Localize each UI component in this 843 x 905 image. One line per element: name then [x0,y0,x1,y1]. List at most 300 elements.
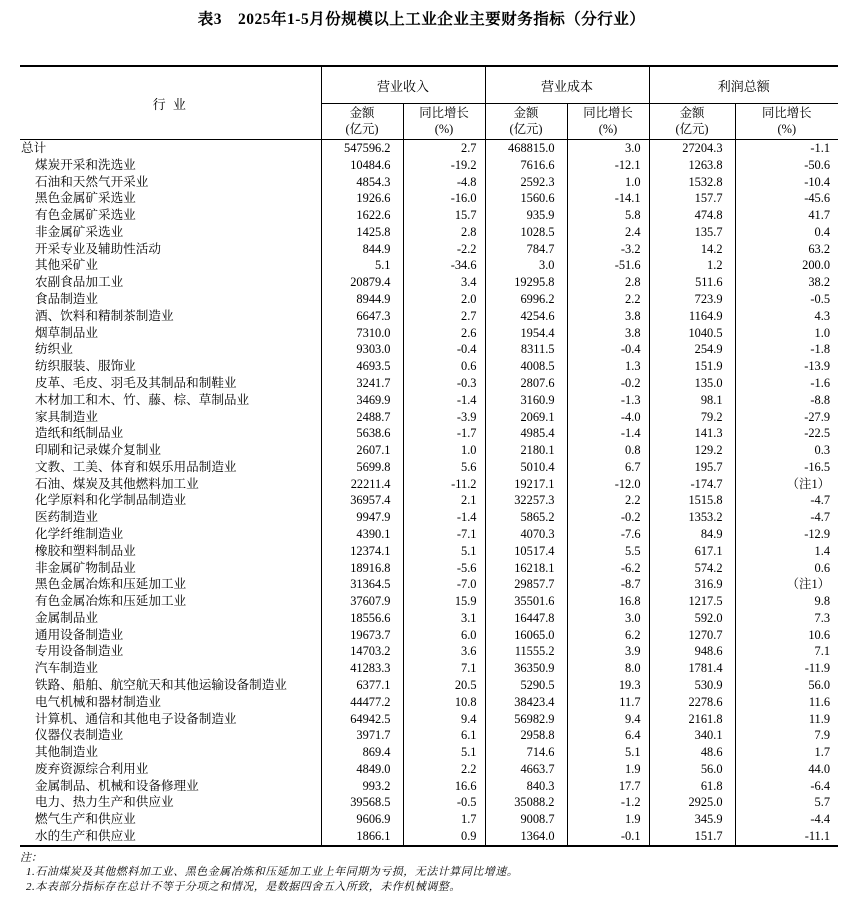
cost-growth-cell: -0.1 [567,828,649,846]
industry-name-cell: 化学原料和化学制品制造业 [35,493,187,508]
table-row [20,392,838,409]
profit-amount-cell: 530.9 [649,677,735,694]
revenue-amount-cell: 2607.1 [321,442,403,459]
profit-amount-cell: 2925.0 [649,794,735,811]
cost-growth-cell: 3.0 [567,140,649,157]
industry-name-cell: 烟草制品业 [35,325,98,340]
industry-column-header: 行 业 [20,66,321,140]
profit-amount-cell: 135.0 [649,375,735,392]
revenue-growth-cell: -1.7 [403,425,485,442]
cost-growth-cell: -0.4 [567,341,649,358]
cost-growth-cell: 6.4 [567,727,649,744]
revenue-amount-cell: 5638.6 [321,425,403,442]
cost-growth-cell: -8.7 [567,576,649,593]
revenue-growth-cell: 2.8 [403,224,485,241]
revenue-amount-cell: 9303.0 [321,341,403,358]
profit-growth-cell: 1.7 [735,744,838,761]
profit-growth-cell: -27.9 [735,409,838,426]
revenue-growth-cell: 2.0 [403,291,485,308]
revenue-growth-cell: 15.9 [403,593,485,610]
cost-growth-cell: -3.2 [567,241,649,258]
profit-amount-header [649,104,735,140]
revenue-growth-cell: -4.8 [403,174,485,191]
table-row [20,358,838,375]
table-row [20,744,838,761]
cost-growth-cell: -1.4 [567,425,649,442]
header-group-row [20,66,838,104]
cost-amount-cell: 5010.4 [485,459,567,476]
profit-growth-cell: 0.4 [735,224,838,241]
cost-growth-header [567,104,649,140]
growth-label: 同比增长 [762,106,812,120]
cost-growth-cell: 0.8 [567,442,649,459]
industry-name-cell: 开采专业及辅助性活动 [35,241,161,256]
profit-amount-cell: 1.2 [649,257,735,274]
revenue-amount-cell: 18556.6 [321,610,403,627]
cost-amount-cell: 2592.3 [485,174,567,191]
profit-amount-cell: 141.3 [649,425,735,442]
cost-amount-cell: 11555.2 [485,643,567,660]
revenue-growth-cell: 5.6 [403,459,485,476]
revenue-amount-cell: 3971.7 [321,727,403,744]
cost-amount-cell: 16065.0 [485,627,567,644]
cost-amount-cell: 36350.9 [485,660,567,677]
cost-amount-cell: 3160.9 [485,392,567,409]
profit-amount-cell: 129.2 [649,442,735,459]
revenue-amount-cell: 12374.1 [321,543,403,560]
table-row [20,174,838,191]
cost-amount-cell: 1560.6 [485,190,567,207]
revenue-growth-cell: 6.0 [403,627,485,644]
cost-growth-cell: -51.6 [567,257,649,274]
revenue-growth-cell: 0.6 [403,358,485,375]
table-wrapper [20,65,843,847]
table-row [20,325,838,342]
profit-growth-cell: 9.8 [735,593,838,610]
table-row [20,425,838,442]
table-row [20,811,838,828]
cost-amount-cell: 9008.7 [485,811,567,828]
industry-name-cell: 石油和天然气开采业 [35,174,149,189]
profit-growth-header [735,104,838,140]
revenue-growth-cell: 2.7 [403,140,485,157]
industry-name-cell: 非金属矿物制品业 [35,560,136,575]
revenue-growth-cell: -7.0 [403,576,485,593]
industry-name-cell: 黑色金属矿采选业 [35,191,136,206]
profit-growth-cell: -4.7 [735,492,838,509]
growth-label: 同比增长 [583,106,633,120]
profit-growth-cell: -6.4 [735,778,838,795]
table-row [20,593,838,610]
profit-growth-cell: -10.4 [735,174,838,191]
financial-indicators-table [20,65,838,847]
cost-amount-cell: 4254.6 [485,308,567,325]
profit-amount-cell: 61.8 [649,778,735,795]
table-row [20,828,838,846]
industry-name-cell: 木材加工和木、竹、藤、棕、草制品业 [35,392,250,407]
cost-growth-cell: -6.2 [567,560,649,577]
profit-growth-cell: 4.3 [735,308,838,325]
profit-group-header: 利润总额 [649,66,838,104]
profit-growth-cell: 200.0 [735,257,838,274]
cost-amount-cell: 4985.4 [485,425,567,442]
table-row [20,190,838,207]
industry-name-cell: 总计 [21,141,47,155]
cost-amount-cell: 2180.1 [485,442,567,459]
cost-growth-cell: 9.4 [567,711,649,728]
revenue-growth-cell: -0.4 [403,341,485,358]
cost-amount-cell: 1954.4 [485,325,567,342]
profit-amount-cell: 511.6 [649,274,735,291]
table-row [20,291,838,308]
profit-growth-cell: 10.6 [735,627,838,644]
revenue-amount-cell: 993.2 [321,778,403,795]
industry-name-cell: 纺织业 [35,342,73,357]
cost-growth-cell: -12.0 [567,476,649,493]
table-row [20,543,838,560]
industry-name-cell: 汽车制造业 [35,661,98,676]
profit-growth-cell: -16.5 [735,459,838,476]
cost-growth-cell: 19.3 [567,677,649,694]
cost-amount-cell: 714.6 [485,744,567,761]
revenue-amount-cell: 19673.7 [321,627,403,644]
cost-amount-cell: 4070.3 [485,526,567,543]
profit-growth-cell: 7.1 [735,643,838,660]
profit-amount-cell: 151.7 [649,828,735,846]
cost-amount-cell: 8311.5 [485,341,567,358]
revenue-growth-cell: 7.1 [403,660,485,677]
profit-growth-cell: （注1） [735,476,838,493]
profit-amount-cell: 948.6 [649,643,735,660]
profit-growth-cell: -1.8 [735,341,838,358]
amount-unit-label: (亿元) [509,121,543,136]
cost-amount-cell: 35088.2 [485,794,567,811]
revenue-growth-cell: 10.8 [403,694,485,711]
revenue-amount-cell: 64942.5 [321,711,403,728]
cost-growth-cell: -14.1 [567,190,649,207]
profit-growth-cell: -11.1 [735,828,838,846]
table-row [20,727,838,744]
profit-amount-cell: 316.9 [649,576,735,593]
cost-amount-cell: 4008.5 [485,358,567,375]
revenue-amount-cell: 20879.4 [321,274,403,291]
industry-name-cell: 计算机、通信和其他电子设备制造业 [35,711,237,726]
cost-amount-cell: 7616.6 [485,157,567,174]
cost-amount-cell: 38423.4 [485,694,567,711]
cost-amount-cell: 2069.1 [485,409,567,426]
cost-amount-cell: 56982.9 [485,711,567,728]
industry-name-cell: 专用设备制造业 [35,644,124,659]
profit-growth-cell: -22.5 [735,425,838,442]
cost-growth-cell: -7.6 [567,526,649,543]
revenue-growth-cell: -0.3 [403,375,485,392]
profit-growth-cell: -4.4 [735,811,838,828]
revenue-amount-cell: 18916.8 [321,560,403,577]
profit-amount-cell: 1781.4 [649,660,735,677]
industry-name-cell: 皮革、毛皮、羽毛及其制品和制鞋业 [35,375,237,390]
revenue-growth-cell: 9.4 [403,711,485,728]
profit-amount-cell: 617.1 [649,543,735,560]
revenue-amount-cell: 4854.3 [321,174,403,191]
revenue-amount-cell: 36957.4 [321,492,403,509]
profit-growth-cell: 7.3 [735,610,838,627]
profit-amount-cell: 1515.8 [649,492,735,509]
revenue-growth-cell: 2.6 [403,325,485,342]
profit-growth-cell: 11.9 [735,711,838,728]
growth-unit-label: (%) [777,121,797,136]
revenue-growth-cell: 5.1 [403,744,485,761]
cost-growth-cell: 2.8 [567,274,649,291]
revenue-group-header: 营业收入 [321,66,485,104]
industry-name-cell: 燃气生产和供应业 [35,812,136,827]
profit-amount-cell: 79.2 [649,409,735,426]
profit-amount-cell: 2161.8 [649,711,735,728]
profit-growth-cell: -45.6 [735,190,838,207]
profit-amount-cell: 48.6 [649,744,735,761]
table-row [20,526,838,543]
revenue-amount-cell: 6647.3 [321,308,403,325]
table-row [20,677,838,694]
cost-amount-cell: 16218.1 [485,560,567,577]
table-row [20,459,838,476]
cost-growth-cell: 3.8 [567,308,649,325]
profit-amount-cell: 56.0 [649,761,735,778]
revenue-growth-cell: -16.0 [403,190,485,207]
cost-growth-cell: 2.2 [567,492,649,509]
revenue-amount-cell: 44477.2 [321,694,403,711]
cost-amount-cell: 35501.6 [485,593,567,610]
table-row [20,560,838,577]
profit-amount-cell: 151.9 [649,358,735,375]
revenue-amount-cell: 1425.8 [321,224,403,241]
profit-amount-cell: 574.2 [649,560,735,577]
industry-name-cell: 其他采矿业 [35,258,98,273]
cost-amount-cell: 16447.8 [485,610,567,627]
cost-growth-cell: -12.1 [567,157,649,174]
revenue-amount-cell: 10484.6 [321,157,403,174]
profit-amount-cell: 1270.7 [649,627,735,644]
profit-growth-cell: -12.9 [735,526,838,543]
cost-amount-cell: 6996.2 [485,291,567,308]
table-row [20,509,838,526]
revenue-growth-cell: -19.2 [403,157,485,174]
table-row [20,643,838,660]
profit-growth-cell: 0.3 [735,442,838,459]
profit-amount-cell: 98.1 [649,392,735,409]
revenue-amount-cell: 3241.7 [321,375,403,392]
growth-label: 同比增长 [419,106,469,120]
table-row [20,308,838,325]
cost-growth-cell: 11.7 [567,694,649,711]
profit-amount-cell: 340.1 [649,727,735,744]
growth-unit-label: (%) [598,121,618,136]
cost-growth-cell: 1.0 [567,174,649,191]
table-row [20,274,838,291]
industry-name-cell: 有色金属矿采选业 [35,208,136,223]
table-row [20,442,838,459]
revenue-amount-cell: 547596.2 [321,140,403,157]
table-row [20,341,838,358]
cost-amount-cell: 5290.5 [485,677,567,694]
note-item-2: 2.本表部分指标存在总计不等于分项之和情况，是数据四舍五入所致，未作机械调整。 [26,880,461,893]
page-title: 表3 2025年1-5月份规模以上工业企业主要财务指标（分行业） [197,11,646,28]
revenue-growth-cell: 0.9 [403,828,485,846]
profit-growth-cell: -1.6 [735,375,838,392]
table-row [20,778,838,795]
profit-amount-cell: 1040.5 [649,325,735,342]
cost-growth-cell: -1.2 [567,794,649,811]
table-row [20,711,838,728]
cost-amount-cell: 784.7 [485,241,567,258]
industry-name-cell: 医药制造业 [35,510,98,525]
revenue-amount-cell: 31364.5 [321,576,403,593]
industry-name-cell: 金属制品、机械和设备修理业 [35,778,199,793]
cost-amount-cell: 32257.3 [485,492,567,509]
revenue-growth-header [403,104,485,140]
revenue-amount-cell: 7310.0 [321,325,403,342]
revenue-growth-cell: 3.4 [403,274,485,291]
industry-name-cell: 非金属矿采选业 [35,224,124,239]
profit-growth-cell: 63.2 [735,241,838,258]
cost-growth-cell: 3.9 [567,643,649,660]
industry-name-cell: 家具制造业 [35,409,98,424]
profit-amount-cell: 474.8 [649,207,735,224]
industry-name-cell: 农副食品加工业 [35,275,124,290]
table-row [20,794,838,811]
cost-amount-cell: 1364.0 [485,828,567,846]
revenue-growth-cell: 2.2 [403,761,485,778]
revenue-growth-cell: 1.7 [403,811,485,828]
table-row [20,241,838,258]
revenue-amount-cell: 6377.1 [321,677,403,694]
revenue-growth-cell: -5.6 [403,560,485,577]
cost-growth-cell: 2.2 [567,291,649,308]
cost-amount-cell: 29857.7 [485,576,567,593]
revenue-growth-cell: -11.2 [403,476,485,493]
cost-growth-cell: -1.3 [567,392,649,409]
revenue-growth-cell: 2.1 [403,492,485,509]
industry-name-cell: 通用设备制造业 [35,627,124,642]
revenue-amount-cell: 4693.5 [321,358,403,375]
revenue-growth-cell: 1.0 [403,442,485,459]
revenue-growth-cell: 5.1 [403,543,485,560]
profit-growth-cell: -8.8 [735,392,838,409]
table-row [20,576,838,593]
revenue-growth-cell: -2.2 [403,241,485,258]
amount-unit-label: (亿元) [675,121,709,136]
industry-name-cell: 酒、饮料和精制茶制造业 [35,308,174,323]
industry-name-cell: 印刷和记录媒介复制业 [35,443,161,458]
table-row [20,140,838,157]
industry-name-cell: 石油、煤炭及其他燃料加工业 [35,476,199,491]
industry-name-cell: 电力、热力生产和供应业 [35,795,174,810]
revenue-amount-header [321,104,403,140]
table-row [20,207,838,224]
cost-growth-cell: 5.8 [567,207,649,224]
amount-label: 金额 [513,106,539,120]
revenue-amount-cell: 9947.9 [321,509,403,526]
profit-growth-cell: 1.0 [735,325,838,342]
amount-label: 金额 [679,106,705,120]
revenue-amount-cell: 8944.9 [321,291,403,308]
industry-name-cell: 其他制造业 [35,745,98,760]
profit-amount-cell: 84.9 [649,526,735,543]
industry-name-cell: 食品制造业 [35,292,98,307]
revenue-amount-cell: 5.1 [321,257,403,274]
revenue-growth-cell: 2.7 [403,308,485,325]
cost-amount-cell: 2958.8 [485,727,567,744]
table-row [20,761,838,778]
profit-amount-cell: 1164.9 [649,308,735,325]
profit-amount-cell: 157.7 [649,190,735,207]
revenue-amount-cell: 22211.4 [321,476,403,493]
profit-amount-cell: 254.9 [649,341,735,358]
industry-name-cell: 煤炭开采和洗选业 [35,157,136,172]
cost-amount-cell: 935.9 [485,207,567,224]
cost-growth-cell: 1.9 [567,811,649,828]
table-row [20,157,838,174]
profit-growth-cell: -1.1 [735,140,838,157]
revenue-growth-cell: -1.4 [403,392,485,409]
cost-amount-cell: 5865.2 [485,509,567,526]
table-row [20,375,838,392]
revenue-growth-cell: -1.4 [403,509,485,526]
profit-growth-cell: -13.9 [735,358,838,375]
profit-amount-cell: 1217.5 [649,593,735,610]
table-row [20,257,838,274]
cost-growth-cell: 16.8 [567,593,649,610]
cost-amount-cell: 19217.1 [485,476,567,493]
revenue-amount-cell: 844.9 [321,241,403,258]
revenue-growth-cell: -0.5 [403,794,485,811]
profit-amount-cell: 592.0 [649,610,735,627]
profit-growth-cell: -11.9 [735,660,838,677]
cost-amount-cell: 10517.4 [485,543,567,560]
cost-growth-cell: 17.7 [567,778,649,795]
revenue-growth-cell: -3.9 [403,409,485,426]
industry-name-cell: 仪器仪表制造业 [35,728,124,743]
cost-growth-cell: 2.4 [567,224,649,241]
revenue-amount-cell: 4390.1 [321,526,403,543]
cost-amount-cell: 4663.7 [485,761,567,778]
revenue-growth-cell: 20.5 [403,677,485,694]
cost-amount-header [485,104,567,140]
revenue-amount-cell: 1866.1 [321,828,403,846]
industry-name-cell: 有色金属冶炼和压延加工业 [35,594,187,609]
cost-growth-cell: -0.2 [567,509,649,526]
cost-growth-cell: 6.7 [567,459,649,476]
table-row [20,476,838,493]
profit-amount-cell: 27204.3 [649,140,735,157]
cost-growth-cell: 3.0 [567,610,649,627]
profit-growth-cell: 56.0 [735,677,838,694]
profit-growth-cell: 0.6 [735,560,838,577]
revenue-growth-cell: 16.6 [403,778,485,795]
profit-amount-cell: 14.2 [649,241,735,258]
table-row [20,610,838,627]
revenue-growth-cell: 15.7 [403,207,485,224]
revenue-amount-cell: 869.4 [321,744,403,761]
profit-growth-cell: 44.0 [735,761,838,778]
revenue-amount-cell: 2488.7 [321,409,403,426]
revenue-amount-cell: 3469.9 [321,392,403,409]
profit-amount-cell: 345.9 [649,811,735,828]
revenue-growth-cell: 6.1 [403,727,485,744]
profit-amount-cell: 1353.2 [649,509,735,526]
cost-growth-cell: -4.0 [567,409,649,426]
profit-amount-cell: 1532.8 [649,174,735,191]
cost-growth-cell: -0.2 [567,375,649,392]
